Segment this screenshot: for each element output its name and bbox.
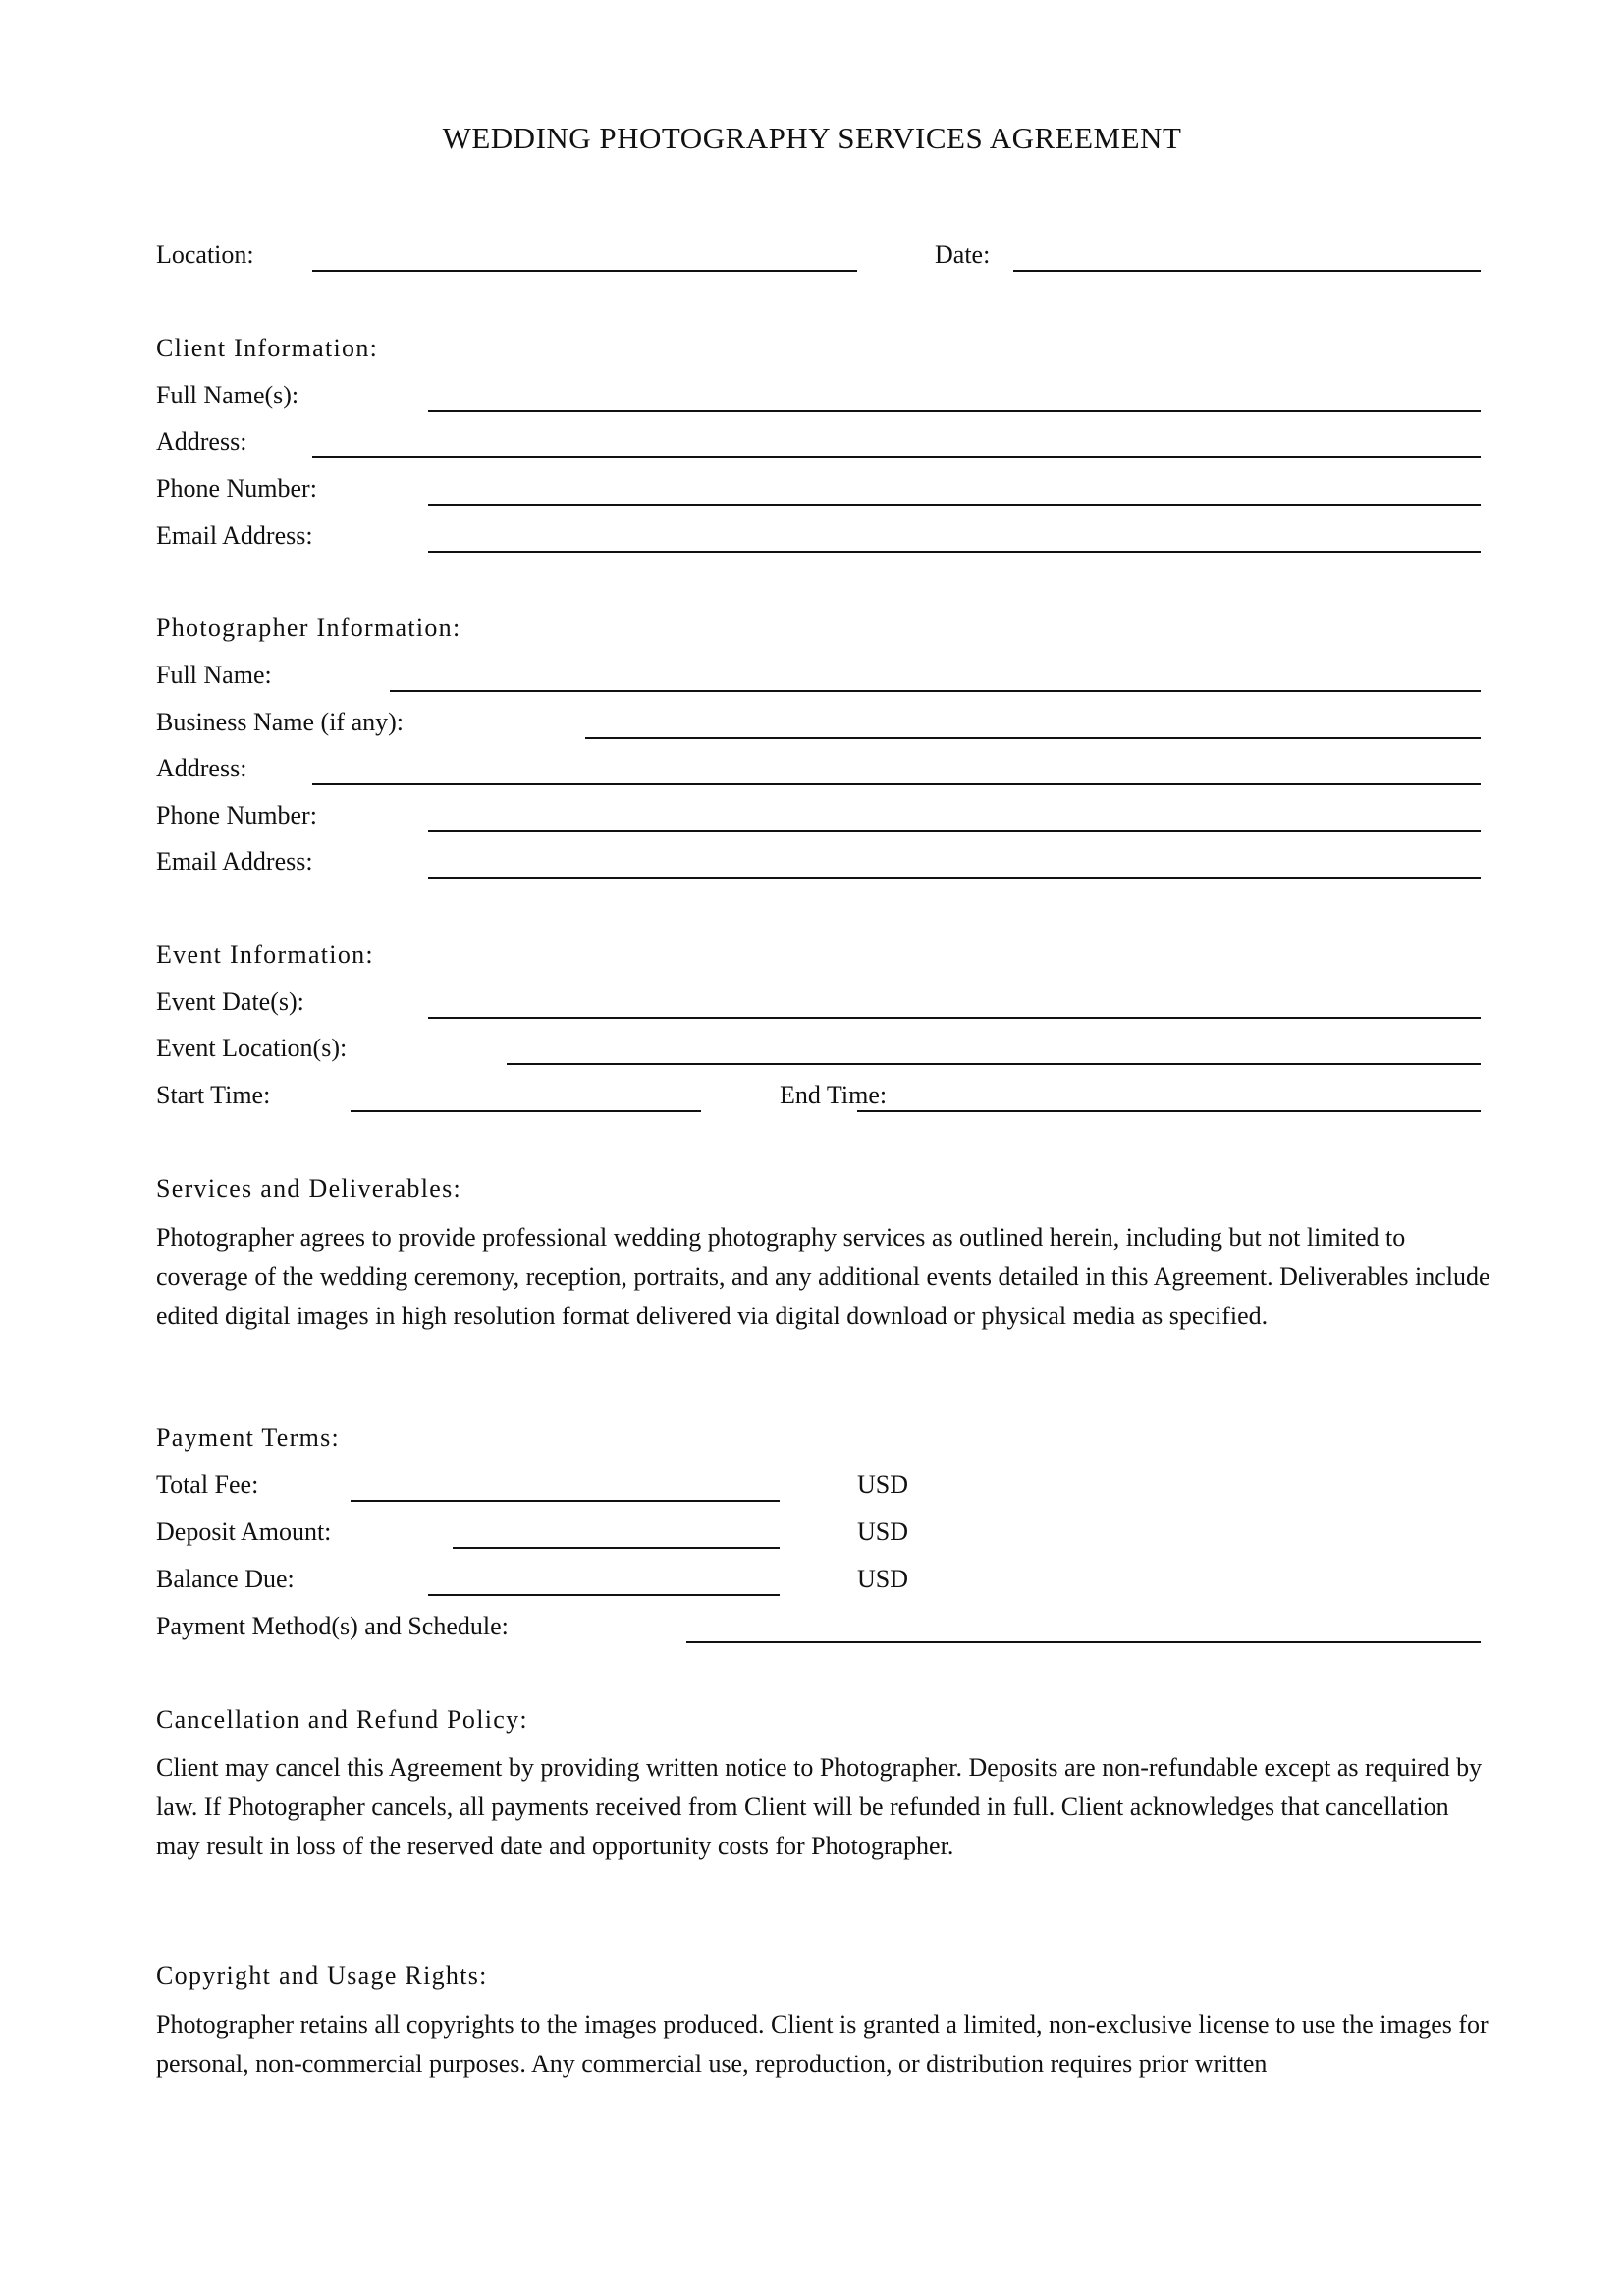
- payment-heading: Payment Terms:: [156, 1423, 341, 1452]
- client-phone-field[interactable]: [428, 504, 1481, 506]
- photographer-info-heading: Photographer Information:: [156, 614, 461, 642]
- balance-due-label: Balance Due:: [156, 1565, 295, 1593]
- document-title: WEDDING PHOTOGRAPHY SERVICES AGREEMENT: [442, 121, 1182, 155]
- start-time-label: Start Time:: [156, 1081, 271, 1109]
- photographer-phone-label: Phone Number:: [156, 801, 317, 829]
- photographer-address-field[interactable]: [312, 783, 1481, 785]
- event-dates-field[interactable]: [428, 1017, 1481, 1019]
- payment-method-field[interactable]: [686, 1641, 1481, 1643]
- end-time-label: End Time:: [780, 1081, 888, 1109]
- payment-method-label: Payment Method(s) and Schedule:: [156, 1612, 509, 1640]
- end-time-field[interactable]: [857, 1110, 1481, 1112]
- copyright-heading: Copyright and Usage Rights:: [156, 1961, 488, 1990]
- client-full-names-label: Full Name(s):: [156, 381, 299, 409]
- deposit-amount-field[interactable]: [453, 1547, 780, 1549]
- location-label: Location:: [156, 240, 254, 269]
- photographer-email-field[interactable]: [428, 877, 1481, 879]
- deposit-currency: USD: [857, 1518, 909, 1546]
- event-locations-label: Event Location(s):: [156, 1034, 348, 1062]
- date-field[interactable]: [1013, 270, 1481, 272]
- cancellation-paragraph: Client may cancel this Agreement by providing written notice to Photographer. Deposits are non-refundable except as required by law. If Photographer cancels, all payments received from Client will be refunded in full. Client acknowledges that cancellation may result in loss of the reserved date and opportunity costs for Photographer.: [156, 1753, 1483, 1860]
- client-address-field[interactable]: [312, 456, 1481, 458]
- total-fee-field[interactable]: [351, 1500, 780, 1502]
- balance-due-field[interactable]: [428, 1594, 780, 1596]
- deposit-amount-label: Deposit Amount:: [156, 1518, 332, 1546]
- client-email-field[interactable]: [428, 551, 1481, 553]
- client-address-label: Address:: [156, 427, 247, 455]
- event-locations-field[interactable]: [507, 1063, 1481, 1065]
- total-fee-label: Total Fee:: [156, 1470, 259, 1499]
- location-field[interactable]: [312, 270, 857, 272]
- photographer-phone-field[interactable]: [428, 830, 1481, 832]
- date-label: Date:: [935, 240, 991, 269]
- client-info-heading: Client Information:: [156, 334, 379, 362]
- client-phone-label: Phone Number:: [156, 474, 317, 503]
- copyright-paragraph: Photographer retains all copyrights to the images produced. Client is granted a limited, non-exclusive license to use the images for personal, non-commercial purposes. Any commercial use, reproduction, or distribution requires prior written: [156, 2010, 1489, 2078]
- total-fee-currency: USD: [857, 1470, 909, 1499]
- business-name-field[interactable]: [585, 737, 1481, 739]
- services-paragraph: Photographer agrees to provide professional wedding photography services as outlined herein, including but not limited to coverage of the wedding ceremony, reception, portraits, and any additional events detailed in this Agreement. Deliverables include edited digital images in high resolution format delivered via digital download or physical media as specified.: [156, 1223, 1490, 1330]
- photographer-email-label: Email Address:: [156, 847, 313, 876]
- photographer-address-label: Address:: [156, 754, 247, 782]
- client-email-label: Email Address:: [156, 521, 313, 550]
- balance-currency: USD: [857, 1565, 909, 1593]
- photographer-full-name-label: Full Name:: [156, 661, 272, 689]
- cancellation-heading: Cancellation and Refund Policy:: [156, 1705, 528, 1734]
- services-heading: Services and Deliverables:: [156, 1174, 462, 1202]
- client-full-names-field[interactable]: [428, 410, 1481, 412]
- event-info-heading: Event Information:: [156, 940, 374, 969]
- business-name-label: Business Name (if any):: [156, 708, 405, 736]
- event-dates-label: Event Date(s):: [156, 988, 304, 1016]
- start-time-field[interactable]: [351, 1110, 701, 1112]
- photographer-full-name-field[interactable]: [390, 690, 1481, 692]
